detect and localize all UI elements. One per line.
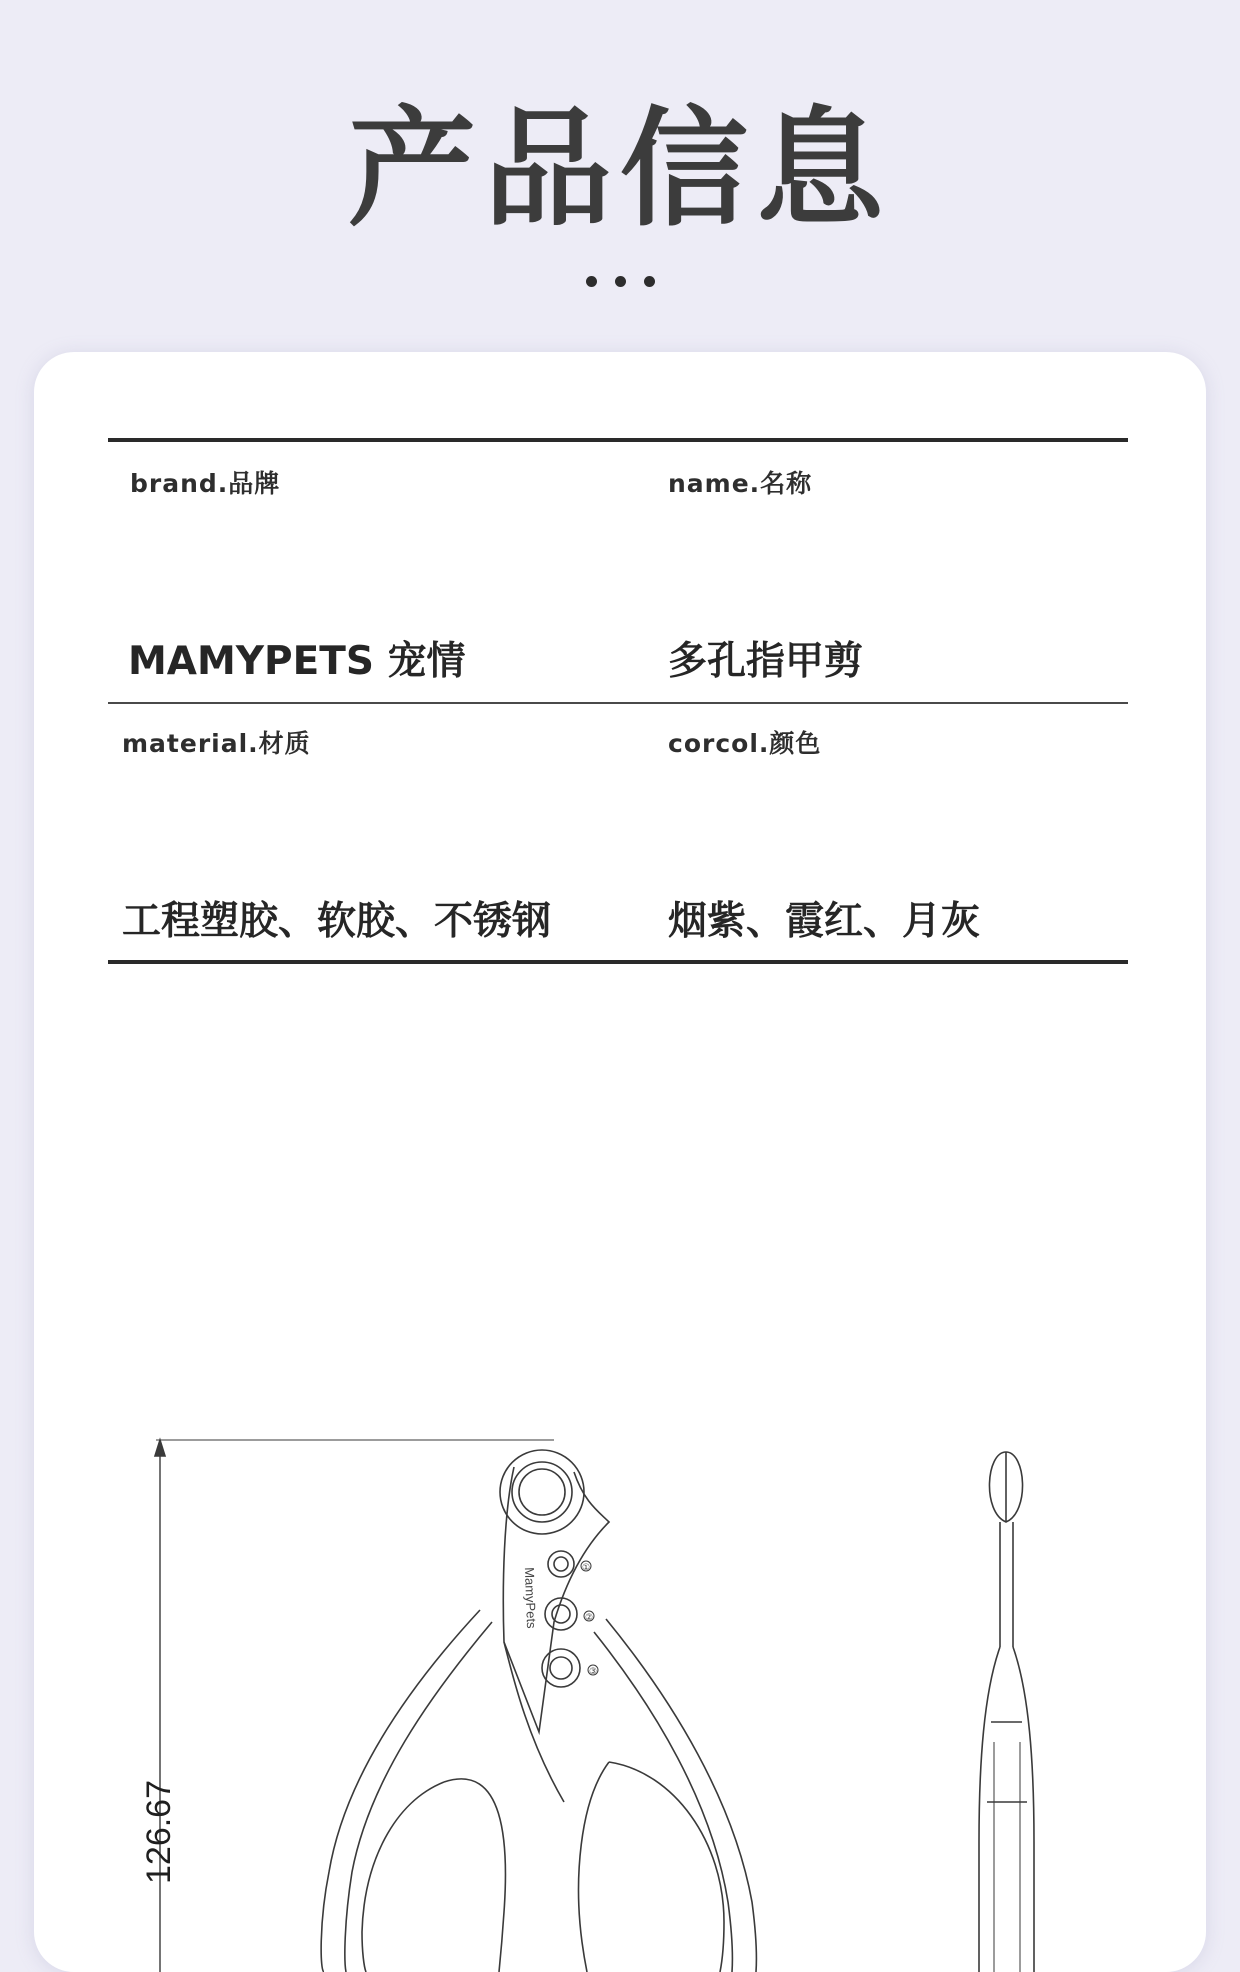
brand-value: MAMYPETS 宠情 bbox=[128, 639, 466, 684]
right-handle-inner bbox=[594, 1632, 732, 1972]
left-finger-loop-inner bbox=[444, 1779, 505, 1972]
dot bbox=[615, 276, 626, 287]
dot bbox=[644, 276, 655, 287]
color-label: corcol.颜色 bbox=[668, 729, 822, 758]
table-bottom-rule bbox=[108, 960, 1128, 964]
hole-mark-label: ① bbox=[581, 1563, 591, 1573]
side-view bbox=[979, 1452, 1034, 1972]
left-handle-outer bbox=[321, 1610, 480, 1972]
table-top-rule bbox=[108, 438, 1128, 442]
material-label: material.材质 bbox=[122, 729, 311, 758]
color-value: 烟紫、霞红、月灰 bbox=[668, 899, 981, 944]
pivot-ring bbox=[500, 1450, 584, 1534]
engraving-text: MamyPets bbox=[521, 1566, 540, 1629]
right-finger-loop bbox=[609, 1762, 724, 1972]
table-middle-rule bbox=[108, 702, 1128, 704]
dot bbox=[586, 276, 597, 287]
right-finger-loop-inner bbox=[579, 1762, 609, 1972]
right-handle-outer bbox=[606, 1619, 756, 1972]
hole-mark-label: ② bbox=[584, 1613, 594, 1623]
left-finger-loop bbox=[362, 1782, 444, 1972]
hole-mark-label: ③ bbox=[588, 1667, 598, 1677]
product-info-card bbox=[34, 352, 1206, 1972]
material-value: 工程塑胶、软胶、不锈钢 bbox=[122, 899, 552, 944]
dots-divider bbox=[0, 272, 1240, 291]
dimension-arrow bbox=[155, 1440, 165, 1456]
scissors-technical-drawing bbox=[34, 1042, 1206, 1972]
page-title: 产品信息 bbox=[347, 95, 892, 244]
brand-label: brand.品牌 bbox=[130, 469, 281, 498]
dimension-label: 126.67 bbox=[140, 1780, 178, 1884]
name-label: name.名称 bbox=[668, 469, 813, 498]
name-value: 多孔指甲剪 bbox=[668, 639, 864, 684]
